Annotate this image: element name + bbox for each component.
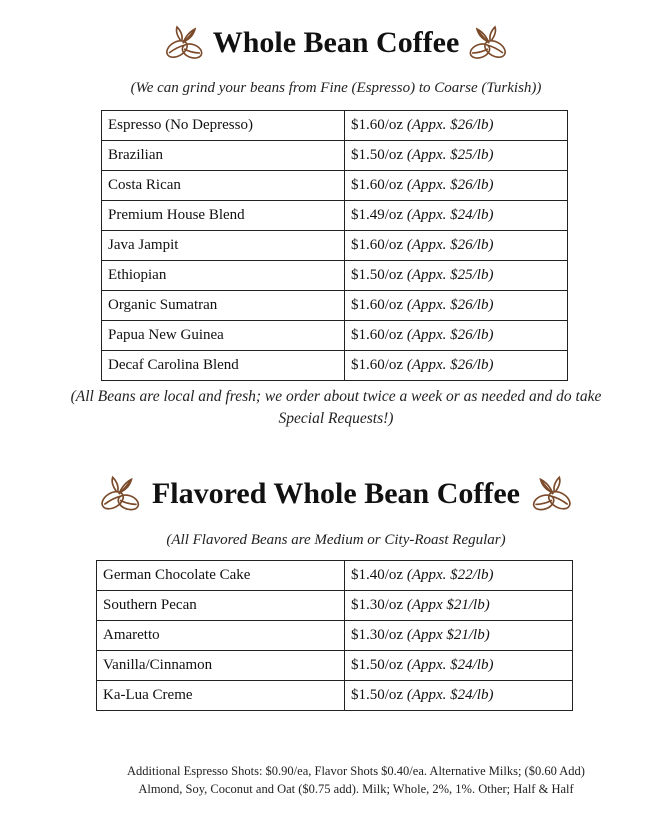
item-approx-price: (Appx. $26/lb) bbox=[406, 117, 494, 133]
table-row bbox=[102, 351, 568, 381]
table-row bbox=[97, 651, 573, 681]
item-price: $1.30/oz bbox=[351, 597, 404, 613]
section-title: Flavored Whole Bean Coffee bbox=[151, 477, 520, 510]
item-name: Premium House Blend bbox=[102, 201, 345, 231]
item-name: Java Jampit bbox=[102, 231, 345, 261]
item-price: $1.49/oz bbox=[351, 207, 404, 223]
item-name: Ka-Lua Creme bbox=[97, 681, 345, 711]
item-price-cell bbox=[345, 231, 568, 261]
item-name: German Chocolate Cake bbox=[97, 561, 345, 591]
item-name: Ethiopian bbox=[102, 261, 345, 291]
coffee-beans-right-icon bbox=[526, 473, 576, 515]
item-price-cell bbox=[345, 651, 573, 681]
item-name: Vanilla/Cinnamon bbox=[97, 651, 345, 681]
item-name: Papua New Guinea bbox=[102, 321, 345, 351]
item-price: $1.50/oz bbox=[351, 657, 404, 673]
item-price-cell bbox=[345, 171, 568, 201]
item-price: $1.60/oz bbox=[351, 327, 404, 343]
item-price: $1.50/oz bbox=[351, 687, 404, 703]
item-price: $1.60/oz bbox=[351, 117, 404, 133]
table-row bbox=[102, 111, 568, 141]
table-row bbox=[97, 621, 573, 651]
item-price-cell bbox=[345, 141, 568, 171]
table-row bbox=[97, 561, 573, 591]
coffee-beans-left-icon bbox=[96, 473, 146, 515]
item-price-cell bbox=[345, 111, 568, 141]
item-approx-price: (Appx $21/lb) bbox=[406, 597, 490, 613]
item-price-cell bbox=[345, 261, 568, 291]
extras-footer: Additional Espresso Shots: $0.90/ea, Flavor Shots $0.40/ea. Alternative Milks; ($0.60 Add) Almond, Soy, Coconut and Oat ($0.75 add). Milk; Whole, 2%, 1%. Other; Half & Half bbox=[127, 764, 585, 796]
coffee-beans-right-icon bbox=[463, 23, 511, 63]
item-price-cell bbox=[345, 681, 573, 711]
section-subtitle: (We can grind your beans from Fine (Espresso) to Coarse (Turkish)) bbox=[130, 80, 542, 96]
table-row bbox=[97, 591, 573, 621]
item-approx-price: (Appx. $26/lb) bbox=[406, 357, 494, 373]
item-approx-price: (Appx $21/lb) bbox=[406, 627, 490, 643]
table-row bbox=[97, 681, 573, 711]
item-approx-price: (Appx. $26/lb) bbox=[406, 327, 494, 343]
item-name: Brazilian bbox=[102, 141, 345, 171]
item-price-cell bbox=[345, 621, 573, 651]
whole-bean-title-row bbox=[0, 12, 672, 74]
item-name: Southern Pecan bbox=[97, 591, 345, 621]
table-row bbox=[102, 201, 568, 231]
item-price: $1.40/oz bbox=[351, 567, 404, 583]
table-row bbox=[102, 141, 568, 171]
item-price: $1.50/oz bbox=[351, 267, 404, 283]
item-price-cell bbox=[345, 351, 568, 381]
item-price: $1.50/oz bbox=[351, 147, 404, 163]
item-approx-price: (Appx. $22/lb) bbox=[406, 567, 494, 583]
item-price: $1.60/oz bbox=[351, 357, 404, 373]
flavored-price-table bbox=[96, 560, 573, 711]
flavored-title-row bbox=[0, 462, 672, 526]
item-price: $1.30/oz bbox=[351, 627, 404, 643]
table-row bbox=[102, 261, 568, 291]
item-name: Costa Rican bbox=[102, 171, 345, 201]
section-subtitle: (All Flavored Beans are Medium or City-Roast Regular) bbox=[166, 532, 506, 548]
table-row bbox=[102, 321, 568, 351]
item-approx-price: (Appx. $24/lb) bbox=[406, 687, 494, 703]
item-approx-price: (Appx. $26/lb) bbox=[406, 177, 494, 193]
coffee-beans-left-icon bbox=[161, 23, 209, 63]
item-approx-price: (Appx. $26/lb) bbox=[406, 297, 494, 313]
table-row bbox=[102, 171, 568, 201]
item-approx-price: (Appx. $24/lb) bbox=[406, 207, 494, 223]
item-name: Amaretto bbox=[97, 621, 345, 651]
item-approx-price: (Appx. $25/lb) bbox=[406, 267, 494, 283]
item-price-cell bbox=[345, 321, 568, 351]
item-name: Organic Sumatran bbox=[102, 291, 345, 321]
freshness-note: (All Beans are local and fresh; we order about twice a week or as needed and do take Special Requests!) bbox=[70, 388, 602, 427]
section-title: Whole Bean Coffee bbox=[212, 26, 460, 59]
item-price: $1.60/oz bbox=[351, 237, 404, 253]
item-name: Espresso (No Depresso) bbox=[102, 111, 345, 141]
item-approx-price: (Appx. $25/lb) bbox=[406, 147, 494, 163]
item-name: Decaf Carolina Blend bbox=[102, 351, 345, 381]
item-price-cell bbox=[345, 561, 573, 591]
item-price: $1.60/oz bbox=[351, 297, 404, 313]
whole-bean-price-table bbox=[101, 110, 568, 381]
item-price: $1.60/oz bbox=[351, 177, 404, 193]
table-row bbox=[102, 291, 568, 321]
item-price-cell bbox=[345, 201, 568, 231]
item-price-cell bbox=[345, 591, 573, 621]
item-approx-price: (Appx. $26/lb) bbox=[406, 237, 494, 253]
table-row bbox=[102, 231, 568, 261]
item-price-cell bbox=[345, 291, 568, 321]
item-approx-price: (Appx. $24/lb) bbox=[406, 657, 494, 673]
